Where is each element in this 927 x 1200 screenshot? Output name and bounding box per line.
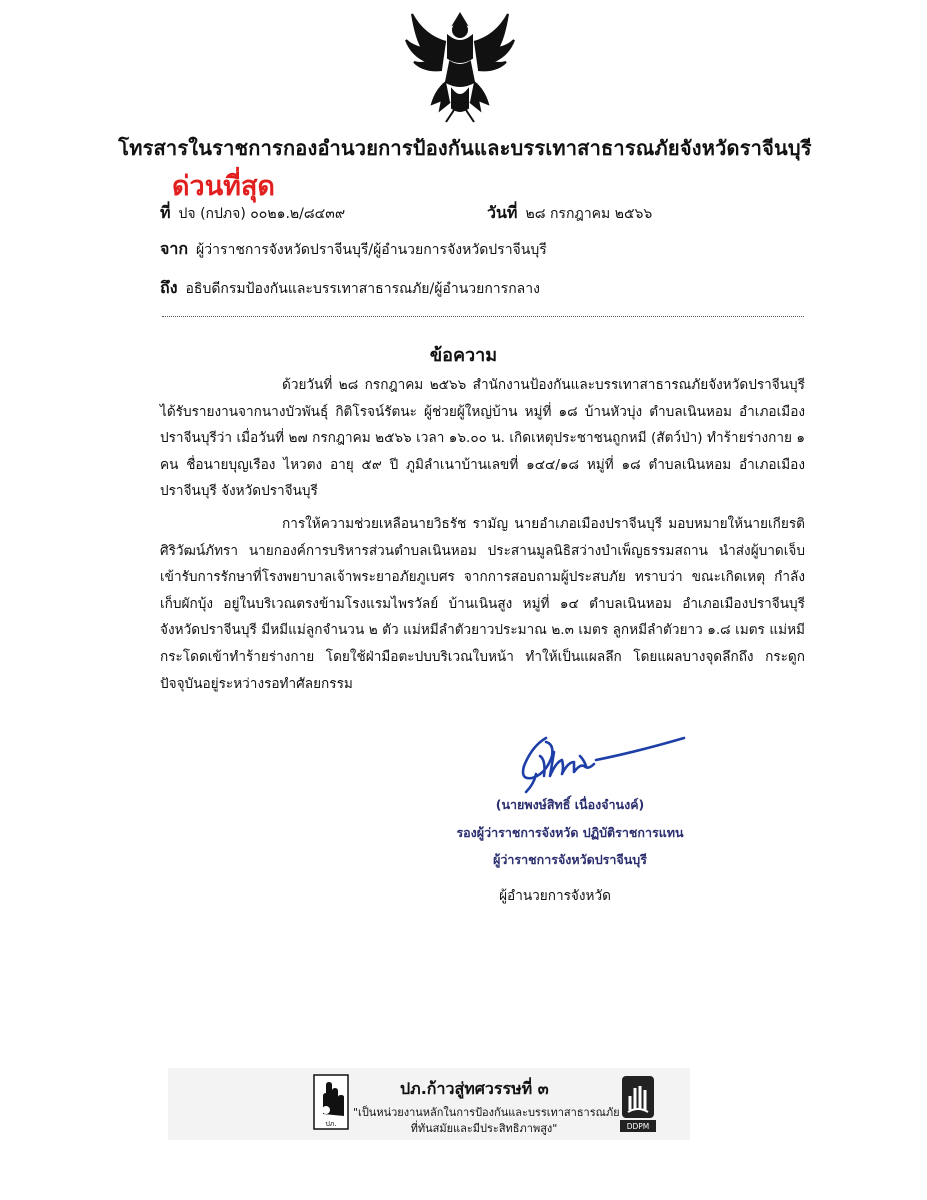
from-line — [160, 237, 547, 262]
ddpm-logo — [618, 1074, 658, 1134]
dotted-divider — [162, 316, 804, 317]
date-value: ๒๘ กรกฎาคม ๒๕๖๖ — [525, 206, 653, 222]
reference-number: ปจ (กปภจ) ๐๐๒๑.๒/๘๔๓๙ — [178, 206, 346, 222]
document-title: โทรสารในราชการกองอำนวยการป้องกันและบรรเทาสาธารณภัยจังหวัดราจีนบุรี — [118, 136, 812, 160]
from-value: ผู้ว่าราชการจังหวัดปราจีนบุรี/ผู้อำนวยการจังหวัดปราจีนบุรี — [196, 242, 547, 258]
ddpm-logo-text: DDPM — [626, 1122, 650, 1131]
date-line — [487, 201, 652, 226]
to-label: ถึง — [160, 278, 178, 297]
handwritten-signature — [510, 726, 690, 796]
signer-position-1: รองผู้ว่าราชการจังหวัด ปฏิบัติราชการแทน — [456, 825, 684, 840]
body-paragraph-1: ด้วยวันที่ ๒๘ กรกฎาคม ๒๕๖๖ สำนักงานป้องกันและบรรเทาสาธารณภัยจังหวัดปราจีนบุรี ได้รับรายงานจากนางบัวพันธุ์ กิติโรจน์รัตนะ ผู้ช่วยผู้ใหญ่บ้าน หมู่ที่ ๑๘ บ้านหัวบุ่ง ตำบลเนินหอม อำเภอเมืองปราจีนบุรีว่า เมื่อวันที่ ๒๗ กรกฎาคม ๒๕๖๖ เวลา ๑๖.๐๐ น. เกิดเหตุประชาชนถูกหมี (สัตว์ป่า) ทำร้ายร่างกาย ๑ คน ชื่อนายบุญเรือง ไหวตง อายุ ๕๙ ปี ภูมิลำเนาบ้านเลขที่ ๑๔๔/๑๘ หมู่ที่ ๑๘ ตำบลเนินหอม อำเภอเมืองปราจีนบุรี จังหวัดปราจีนบุรี — [160, 377, 805, 500]
footer-title: ปภ.ก้าวสู่ทศวรรษที่ ๓ — [400, 1079, 549, 1098]
dopa-logo-text: ปภ. — [325, 1120, 337, 1128]
footer-quote-line-2: ที่ทันสมัยและมีประสิทธิภาพสูง" — [410, 1122, 558, 1135]
body-paragraph-2: การให้ความช่วยเหลือนายวิธรัช รามัญ นายอำเภอเมืองปราจีนบุรี มอบหมายให้นายเกียรติ ศิริวัฒน์ภัทรา นายกองค์การบริหารส่วนตำบลเนินหอม ประสานมูลนิธิสว่างบำเพ็ญธรรมสถาน นำส่งผู้บาดเจ็บ เข้ารับการรักษาที่โรงพยาบาลเจ้าพระยาอภัยภูเบศร จากการสอบถามผู้ประสบภัย ทราบว่า ขณะเกิดเหตุ กำลังเก็บผักบุ้ง อยู่ในบริเวณตรงข้ามโรงแรมไพรวัลย์ บ้านเนินสูง หมู่ที่ ๑๔ ตำบลเนินหอม อำเภอเมืองปราจีนบุรี จังหวัดปราจีนบุรี มีหมีแม่ลูกจำนวน ๒ ตัว แม่หมีลำตัวยาวประมาณ ๒.๓ เมตร ลูกหมีลำตัวยาว ๑.๘ เมตร แม่หมีกระโดดเข้าทำร้ายร่างกาย โดยใช้ฝ่ามือตะปบบริเวณใบหน้า ทำให้เป็นแผลลึก โดยแผลบางจุดลึกถึง กระดูก ปัจจุบันอยู่ระหว่างรอทำศัลยกรรม — [160, 516, 805, 692]
signer-name: (นายพงษ์สิทธิ์ เนื่องจำนงค์) — [495, 797, 645, 812]
signer-title: ผู้อำนวยการจังหวัด — [499, 888, 611, 904]
garuda-emblem — [398, 6, 522, 130]
footer-quote-line-1: "เป็นหน่วยงานหลักในการป้องกันและบรรเทาสาธารณภัย — [353, 1106, 620, 1119]
reference-line — [160, 201, 345, 226]
to-value: อธิบดีกรมป้องกันและบรรเทาสาธารณภัย/ผู้อำนวยการกลาง — [185, 281, 540, 297]
message-heading: ข้อความ — [429, 345, 498, 366]
urgency-stamp: ด่วนที่สุด — [172, 171, 275, 202]
reference-label: ที่ — [160, 203, 171, 222]
dopa-hand-logo — [313, 1074, 349, 1130]
from-label: จาก — [160, 239, 189, 258]
signer-position-2: ผู้ว่าราชการจังหวัดปราจีนบุรี — [493, 852, 647, 867]
to-line — [160, 276, 540, 301]
date-label: วันที่ — [487, 203, 518, 222]
